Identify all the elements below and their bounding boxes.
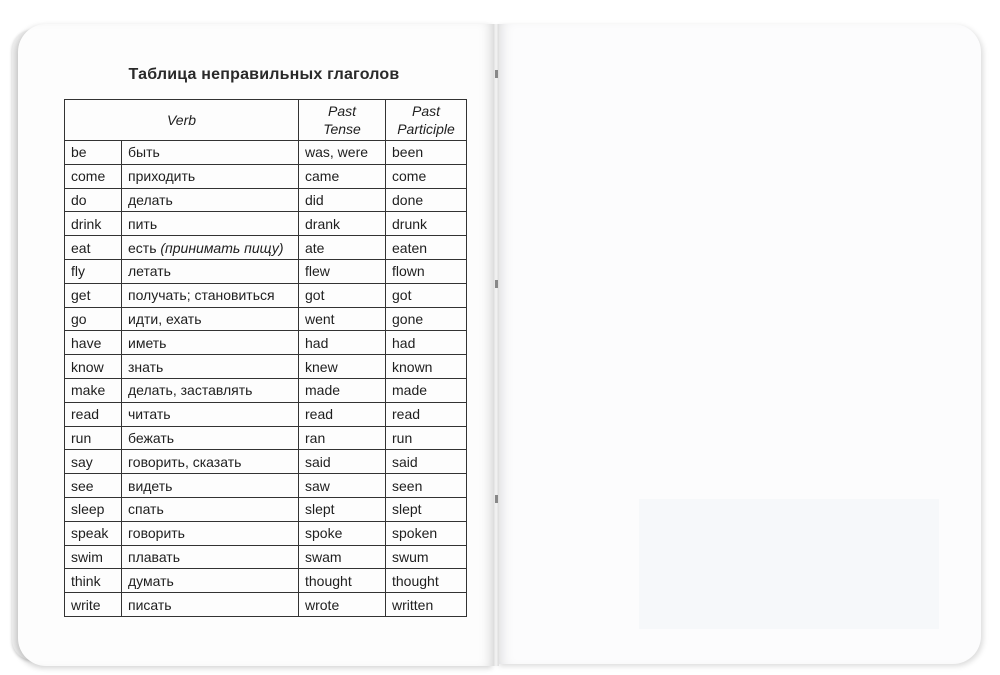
verb-past-participle — [386, 521, 467, 545]
table-row — [65, 378, 467, 402]
verb-past-tense — [299, 259, 386, 283]
table-row — [65, 259, 467, 283]
table-row — [65, 212, 467, 236]
verb-past-tense-text: did — [305, 191, 324, 208]
verb-translation-text: говорить — [128, 525, 185, 542]
verb-past-participle — [386, 378, 467, 402]
verb-translation-text: идти, ехать — [128, 310, 202, 327]
table-header-row — [65, 100, 467, 141]
verb-past-tense — [299, 141, 386, 165]
translation-note: (принимать пищу) — [160, 239, 284, 256]
verb-translation — [122, 521, 299, 545]
verb-translation — [122, 474, 299, 498]
verb-past-participle-text: got — [392, 287, 412, 304]
verb-base-text: think — [71, 572, 101, 589]
verb-base — [65, 450, 122, 474]
verb-base-text: run — [71, 429, 92, 446]
header-past-tense — [299, 100, 386, 141]
table-row — [65, 593, 467, 617]
table-row — [65, 545, 467, 569]
verb-past-tense-text: saw — [305, 477, 330, 494]
header-past-participle — [386, 100, 467, 141]
verb-past-tense — [299, 378, 386, 402]
verb-base-text: get — [71, 287, 91, 304]
verb-translation — [122, 188, 299, 212]
verb-base — [65, 402, 122, 426]
verb-translation-text: делать, заставлять — [128, 382, 253, 399]
verb-past-participle — [386, 497, 467, 521]
verb-past-participle — [386, 450, 467, 474]
verb-past-participle — [386, 402, 467, 426]
verb-base-text: have — [71, 334, 102, 351]
table-row — [65, 283, 467, 307]
verb-base-text: make — [71, 382, 106, 399]
verb-past-participle — [386, 307, 467, 331]
verb-past-tense-text: spoke — [305, 525, 343, 542]
verb-base-text: be — [71, 144, 87, 161]
verb-past-tense — [299, 283, 386, 307]
verb-base — [65, 497, 122, 521]
verb-past-participle-text: gone — [392, 310, 424, 327]
verb-past-participle — [386, 212, 467, 236]
verb-past-participle-text: come — [392, 168, 427, 185]
verb-base-text: come — [71, 168, 106, 185]
verb-past-tense-text: thought — [305, 572, 352, 589]
verb-past-participle — [386, 164, 467, 188]
verb-past-tense — [299, 497, 386, 521]
header-past-line1: Past — [327, 103, 356, 119]
verb-past-tense-text: flew — [305, 263, 330, 280]
verb-past-participle — [386, 283, 467, 307]
verb-past-participle-text: read — [392, 406, 421, 423]
verb-past-participle — [386, 141, 467, 165]
verb-translation — [122, 378, 299, 402]
table-row — [65, 331, 467, 355]
verb-past-tense-text: made — [305, 382, 341, 399]
verb-past-tense — [299, 188, 386, 212]
verb-past-tense — [299, 593, 386, 617]
verb-base — [65, 569, 122, 593]
table-row — [65, 521, 467, 545]
verb-past-participle-text: run — [392, 429, 413, 446]
verb-past-participle-text: been — [392, 144, 424, 161]
verb-translation-text: спать — [128, 501, 164, 518]
verb-translation-text: пить — [128, 215, 158, 232]
verb-base-text: speak — [71, 525, 109, 542]
verb-base-text: say — [71, 453, 93, 470]
verb-past-tense-text: swam — [305, 548, 342, 565]
verb-past-tense — [299, 450, 386, 474]
verb-translation — [122, 259, 299, 283]
verb-translation — [122, 236, 299, 260]
verb-past-participle-text: drunk — [392, 215, 428, 232]
verb-past-participle-text: flown — [392, 263, 425, 280]
verb-base — [65, 331, 122, 355]
verb-past-tense — [299, 569, 386, 593]
verb-translation — [122, 497, 299, 521]
verb-past-participle-text: seen — [392, 477, 423, 494]
header-part-line1: Past — [411, 103, 440, 119]
header-part-line2: Participle — [397, 121, 455, 137]
right-page — [497, 24, 981, 664]
table-row — [65, 450, 467, 474]
verb-base-text: see — [71, 477, 94, 494]
verb-past-tense — [299, 426, 386, 450]
verb-past-participle-text: spoken — [392, 525, 438, 542]
verb-base-text: go — [71, 310, 87, 327]
verb-past-participle-text: made — [392, 382, 428, 399]
verb-past-tense — [299, 545, 386, 569]
verb-translation-text: видеть — [128, 477, 173, 494]
verb-base-text: drink — [71, 215, 102, 232]
verb-past-participle-text: done — [392, 191, 424, 208]
verb-translation — [122, 307, 299, 331]
verb-past-tense — [299, 355, 386, 379]
verb-past-participle-text: written — [392, 596, 434, 613]
verb-past-tense — [299, 331, 386, 355]
verb-past-participle — [386, 545, 467, 569]
verb-past-participle-text: had — [392, 334, 416, 351]
verb-translation — [122, 283, 299, 307]
verb-past-tense-text: ate — [305, 239, 325, 256]
verb-past-participle — [386, 569, 467, 593]
verb-base-text: do — [71, 191, 87, 208]
verb-past-participle-text: slept — [392, 501, 422, 518]
verb-translation — [122, 141, 299, 165]
verb-past-participle — [386, 188, 467, 212]
verb-translation — [122, 331, 299, 355]
verb-base-text: fly — [71, 263, 85, 280]
verb-translation — [122, 402, 299, 426]
verb-past-tense-text: read — [305, 406, 334, 423]
verb-translation-text: делать — [128, 191, 173, 208]
verb-translation-text: читать — [128, 406, 171, 423]
verb-past-tense — [299, 236, 386, 260]
verb-base-text: write — [71, 596, 101, 613]
verb-past-tense — [299, 402, 386, 426]
verb-past-tense-text: had — [305, 334, 329, 351]
verb-past-participle — [386, 331, 467, 355]
verb-past-participle — [386, 355, 467, 379]
verb-base — [65, 545, 122, 569]
verb-past-tense — [299, 521, 386, 545]
table-row — [65, 426, 467, 450]
verb-past-tense-text: got — [305, 287, 325, 304]
verb-translation — [122, 450, 299, 474]
table-row — [65, 569, 467, 593]
spine-gutter — [493, 24, 499, 666]
verb-past-participle — [386, 426, 467, 450]
spine-staple-mark — [495, 70, 498, 78]
table-row — [65, 141, 467, 165]
verb-past-participle-text: said — [392, 453, 418, 470]
verb-past-tense-text: knew — [305, 358, 338, 375]
verb-base — [65, 188, 122, 212]
verb-base — [65, 426, 122, 450]
verb-translation-text: летать — [128, 263, 171, 280]
verb-past-tense-text: ran — [305, 429, 326, 446]
verb-translation-text: быть — [128, 144, 160, 161]
verb-base — [65, 307, 122, 331]
spine-staple-mark — [495, 280, 498, 288]
verb-base-text: swim — [71, 548, 103, 565]
verb-past-participle-text: eaten — [392, 239, 428, 256]
table-row — [65, 188, 467, 212]
verb-base — [65, 355, 122, 379]
verb-past-tense-text: slept — [305, 501, 335, 518]
table-row — [65, 402, 467, 426]
verb-past-participle — [386, 259, 467, 283]
irregular-verbs-table — [64, 99, 467, 617]
verb-translation-text: плавать — [128, 548, 181, 565]
table-row — [65, 307, 467, 331]
verb-past-participle — [386, 474, 467, 498]
verb-past-tense-text: came — [305, 168, 340, 185]
verb-base — [65, 259, 122, 283]
verb-translation-text: говорить, сказать — [128, 453, 242, 470]
verb-past-participle-text: known — [392, 358, 433, 375]
verb-past-tense-text: was, were — [305, 144, 369, 161]
table-row — [65, 164, 467, 188]
verb-past-participle-text: thought — [392, 572, 439, 589]
verb-translation — [122, 212, 299, 236]
spine-staple-mark — [495, 495, 498, 503]
verb-base-text: read — [71, 406, 100, 423]
verb-past-tense-text: drank — [305, 215, 341, 232]
verb-translation — [122, 569, 299, 593]
verb-translation-text: писать — [128, 596, 172, 613]
table-row — [65, 236, 467, 260]
verb-past-tense-text: said — [305, 453, 331, 470]
verb-past-tense — [299, 212, 386, 236]
verb-past-participle — [386, 593, 467, 617]
verb-base-text: know — [71, 358, 104, 375]
verb-translation-text: есть — [128, 239, 161, 256]
table-body — [65, 141, 467, 617]
verb-base-text: sleep — [71, 501, 105, 518]
table-row — [65, 474, 467, 498]
verb-base — [65, 236, 122, 260]
verb-past-tense-text: wrote — [305, 596, 340, 613]
verb-base — [65, 593, 122, 617]
verb-translation-text: думать — [128, 572, 174, 589]
verb-translation-text: приходить — [128, 168, 196, 185]
table-row — [65, 497, 467, 521]
verb-translation-text: иметь — [128, 334, 167, 351]
verb-translation — [122, 545, 299, 569]
verb-base — [65, 521, 122, 545]
verb-past-tense-text: went — [305, 310, 335, 327]
verb-past-tense — [299, 474, 386, 498]
header-past-line2: Tense — [323, 121, 361, 137]
verb-translation — [122, 355, 299, 379]
verb-translation-text: получать; становиться — [128, 287, 275, 304]
verb-base — [65, 378, 122, 402]
verb-translation — [122, 164, 299, 188]
verb-translation-text: бежать — [128, 429, 175, 446]
page-title: Таблица неправильных глаголов — [128, 66, 400, 83]
verb-base-text: eat — [71, 239, 91, 256]
verb-past-participle-text: swum — [392, 548, 429, 565]
verb-base — [65, 474, 122, 498]
verb-past-participle — [386, 236, 467, 260]
verb-base — [65, 283, 122, 307]
table-row — [65, 355, 467, 379]
verb-translation — [122, 593, 299, 617]
verb-base — [65, 141, 122, 165]
verb-base — [65, 212, 122, 236]
verb-past-tense — [299, 164, 386, 188]
verb-past-tense — [299, 307, 386, 331]
verb-base — [65, 164, 122, 188]
show-through-shadow — [639, 499, 939, 629]
header-verb: Verb — [65, 100, 299, 141]
verb-translation — [122, 426, 299, 450]
verb-translation-text: знать — [128, 358, 164, 375]
